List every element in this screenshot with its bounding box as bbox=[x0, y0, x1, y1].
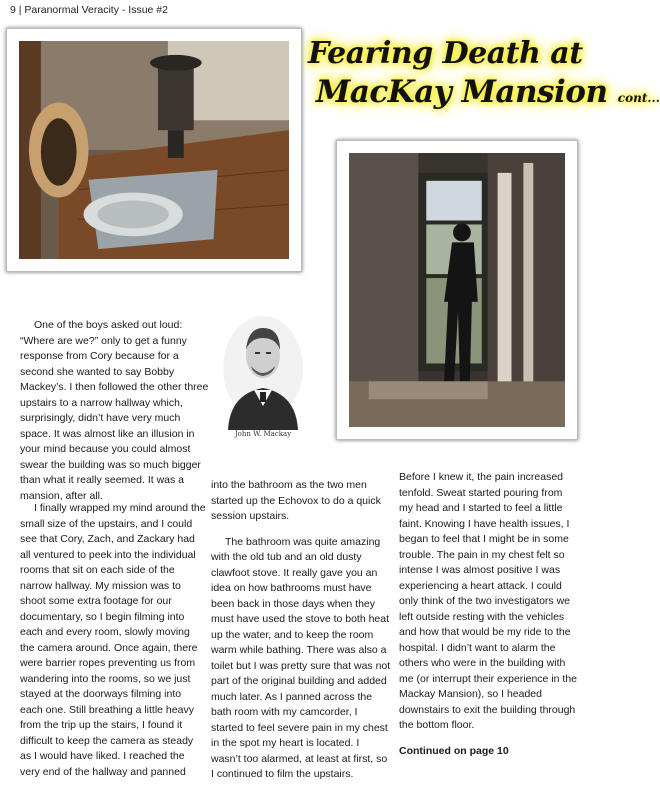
portrait-engraving bbox=[218, 310, 308, 442]
article-column-1-top bbox=[20, 318, 212, 514]
article-column-3 bbox=[399, 470, 579, 769]
continued-link[interactable]: Continued on page 10 bbox=[399, 744, 509, 757]
page-header: 9 | Paranormal Veracity - Issue #2 bbox=[10, 4, 168, 16]
doorway-photo-frame bbox=[336, 140, 578, 440]
title-line-2 bbox=[316, 74, 660, 110]
portrait-engraving-icon bbox=[218, 310, 308, 430]
title-line-2-text: MacKay Mansion bbox=[316, 74, 608, 110]
title-suffix: cont... bbox=[617, 91, 660, 105]
bathroom-photo-icon bbox=[19, 41, 289, 259]
doorway-photo bbox=[349, 153, 565, 427]
doorway-photo-icon bbox=[349, 153, 565, 427]
article-column-2 bbox=[211, 478, 391, 793]
title-line-1: Fearing Death at bbox=[308, 36, 583, 71]
bathroom-photo bbox=[19, 41, 289, 259]
paragraph-1: One of the boys asked out loud: “Where are we?” only to get a funny response from Cory because for a second she wanted to say Bobby Mackey’s. I then followed the other three upstairs to a narrow hallway which, surprisingly, didn’t have very much space. It was almost like an illusion in your mind because you could almost swear the building was so much bigger than what it really seemed. It was a mansion, after all. bbox=[20, 319, 209, 502]
paragraph-2: I finally wrapped my mind around the small size of the upstairs, and I could see that Cory, Zach, and Zackary had all ventured to peek into the individual rooms that sit on each side of the narrow hallway. My mission was to shoot some extra footage for our documentary, so I begin filming into each and every room, slowly moving the camera around. Once again, there were barrier ropes preventing us from wandering into the rooms, so we just stayed at the doorways filming into each one. Still breathing a little heavy from the trip up the stairs, I found it difficult to keep the camera as steady as I would have liked. I reached the very end of the hallway and panned bbox=[20, 502, 206, 778]
article-title bbox=[296, 36, 660, 116]
paragraph-4: The bathroom was quite amazing with the old tub and an old dusty clawfoot stove. It really gave you an idea on how bathrooms must have been back in those days when they must have used the stove to both heat up the water, and to keep the room warm while bathing. There was also a toilet but I was pretty sure that was not part of the original building and added much later. As I panned across the bath room with my camcorder, I started to feel severe pain in my chest in the spot my heart is located. I wasn’t too alarmed, at least at first, so I continued to film the upstairs. bbox=[211, 535, 391, 780]
article-column-1-bottom bbox=[20, 501, 206, 790]
paragraph-3: into the bathroom as the two men started up the Echovox to do a quick session upstairs. bbox=[211, 479, 381, 522]
portrait-caption: John W. Mackay bbox=[234, 430, 292, 438]
paragraph-5: Before I knew it, the pain increased tenfold. Sweat started pouring from my head and I started to feel a little faint. Knowing I have health issues, I began to feel that I might be in some trouble. The pain in my chest felt so intense I was almost positive I was experiencing a heart attack. I could only think of the two investigators we left outside resting with the vehicles and how that would be my ride to the hospital. I didn’t want to alarm the others who were in the building with me (or interrupt their experience in the Mackay Mansion), so I headed downstairs to exit the building through the bottom floor. bbox=[399, 471, 578, 731]
bathroom-photo-frame bbox=[6, 28, 302, 272]
